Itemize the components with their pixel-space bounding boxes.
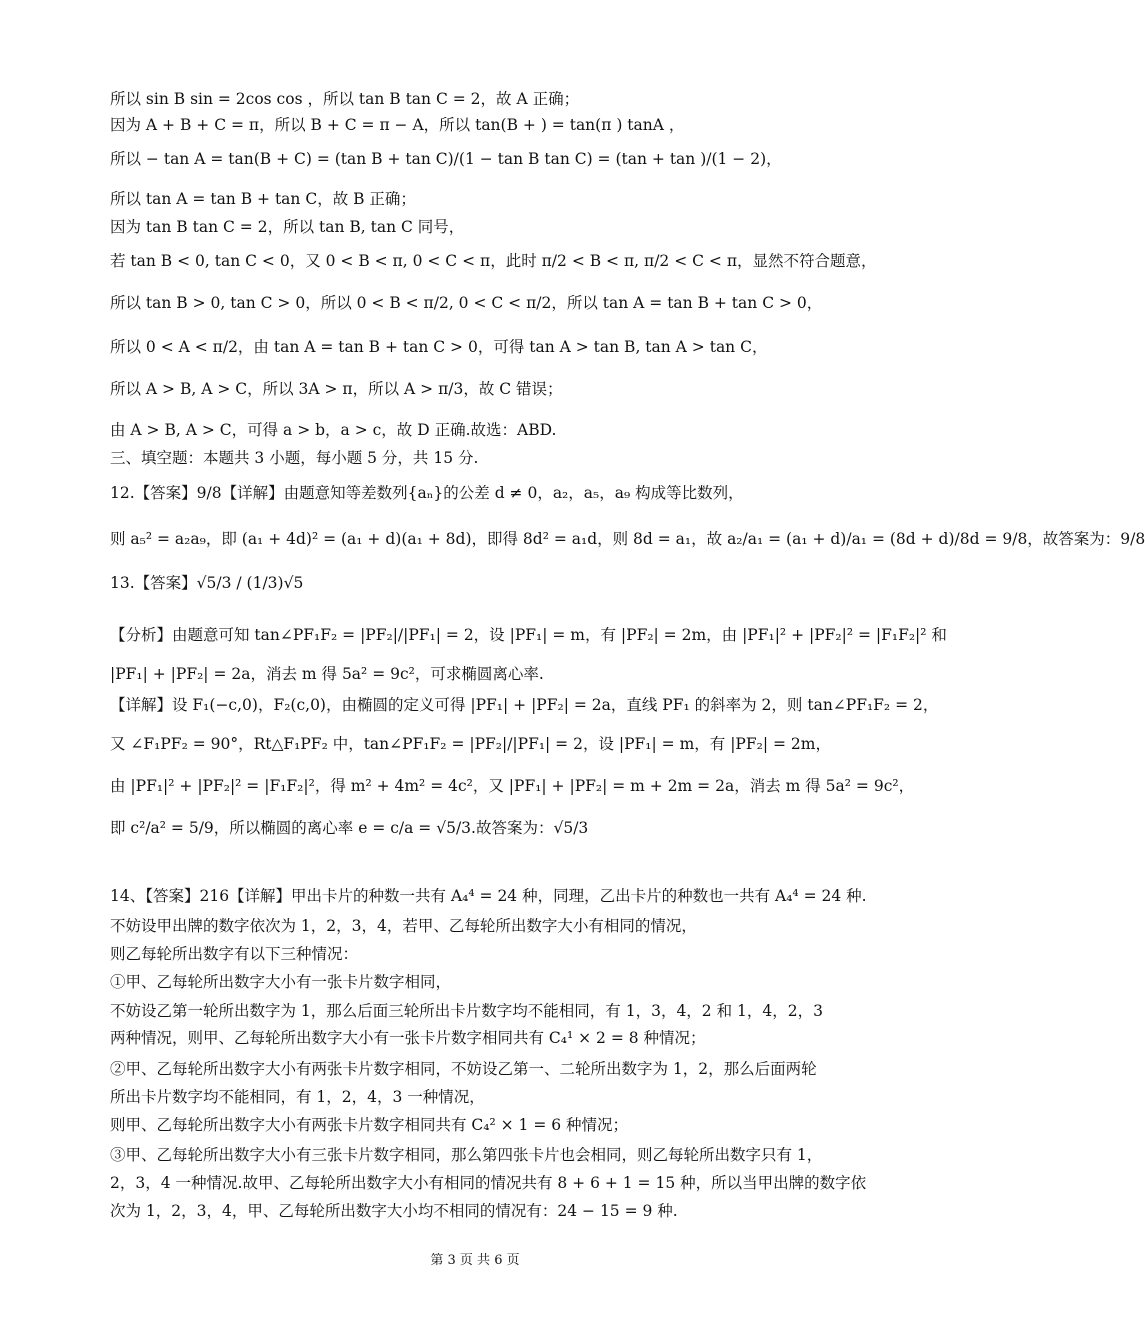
text-line: 由 |PF₁|² + |PF₂|² = |F₁F₂|²，得 m² + 4m² = 4c²，又 |PF₁| + |PF₂| = m + 2m = 2a，消去 m 得 5a² = 9c²，: [110, 777, 915, 795]
text-line: 因为 A + B + C = π，所以 B + C = π − A，所以 tan(B + ) = tan(π ) tanA ，: [110, 116, 685, 134]
text-line: 即 c²/a² = 5/9，所以椭圆的离心率 e = c/a = √5/3.故答案为：√5/3: [110, 819, 589, 837]
text-line: 所以 tan A = tan B + tan C，故 B 正确；: [110, 190, 416, 208]
text-line: 所以 sin B sin = 2cos cos ，所以 tan B tan C = 2，故 A 正确；: [110, 90, 580, 108]
text-line: 又 ∠F₁PF₂ = 90°，Rt△F₁PF₂ 中，tan∠PF₁F₂ = |PF₂|/|PF₁| = 2，设 |PF₁| = m，有 |PF₂| = 2m，: [110, 735, 831, 753]
text-line: 所以 A > B, A > C，所以 3A > π，所以 A > π/3，故 C 错误；: [110, 380, 563, 398]
text-line: ②甲、乙每轮所出数字大小有两张卡片数字相同，不妨设乙第一、二轮所出数字为 1，2，那么后面两轮: [110, 1060, 817, 1078]
text-line: 次为 1，2，3，4，甲、乙每轮所出数字大小均不相同的情况有：24 − 15 = 9 种.: [110, 1202, 678, 1220]
text-line: 【详解】设 F₁(−c,0)，F₂(c,0)，由椭圆的定义可得 |PF₁| + |PF₂| = 2a，直线 PF₁ 的斜率为 2，则 tan∠PF₁F₂ = 2，: [110, 696, 939, 714]
text-line: 所出卡片数字均不能相同，有 1，2，4，3 一种情况，: [110, 1088, 485, 1106]
text-line: 所以 tan B > 0, tan C > 0，所以 0 < B < π/2, 0 < C < π/2，所以 tan A = tan B + tan C > 0，: [110, 294, 823, 312]
section-heading: 三、填空题：本题共 3 小题，每小题 5 分，共 15 分.: [110, 449, 479, 467]
text-line: 由 A > B, A > C，可得 a > b，a > c，故 D 正确.故选：ABD.: [110, 421, 557, 439]
text-line: 则甲、乙每轮所出数字大小有两张卡片数字相同共有 C₄² × 1 = 6 种情况；: [110, 1116, 629, 1134]
text-line: ③甲、乙每轮所出数字大小有三张卡片数字相同，那么第四张卡片也会相同，则乙每轮所出数字只有 1，: [110, 1146, 823, 1164]
text-line: 两种情况，则甲、乙每轮所出数字大小有一张卡片数字相同共有 C₄¹ × 2 = 8 种情况；: [110, 1029, 706, 1047]
text-line: 2，3，4 一种情况.故甲、乙每轮所出数字大小有相同的情况共有 8 + 6 + 1 = 15 种，所以当甲出牌的数字依: [110, 1174, 867, 1192]
text-line: 不妨设乙第一轮所出数字为 1，那么后面三轮所出卡片数字均不能相同，有 1，3，4，2 和 1，4，2，3: [110, 1002, 823, 1020]
text-line: ①甲、乙每轮所出数字大小有一张卡片数字相同，: [110, 973, 452, 991]
text-line: |PF₁| + |PF₂| = 2a，消去 m 得 5a² = 9c²，可求椭圆离心率.: [110, 665, 544, 683]
text-line: 所以 − tan A = tan(B + C) = (tan B + tan C)/(1 − tan B tan C) = (tan + tan )/(1 − 2)，: [110, 150, 782, 168]
text-line: 若 tan B < 0, tan C < 0，又 0 < B < π, 0 < C < π，此时 π/2 < B < π, π/2 < C < π，显然不符合题意，: [110, 252, 877, 270]
text-line: 则乙每轮所出数字有以下三种情况：: [110, 945, 359, 963]
answer-14-line: 14、【答案】216【详解】甲出卡片的种数一共有 A₄⁴ = 24 种，同理，乙出卡片的种数也一共有 A₄⁴ = 24 种.: [110, 887, 867, 905]
text-line: 所以 0 < A < π/2，由 tan A = tan B + tan C > 0，可得 tan A > tan B, tan A > tan C，: [110, 338, 768, 356]
text-line: 不妨设甲出牌的数字依次为 1，2，3，4，若甲、乙每轮所出数字大小有相同的情况，: [110, 917, 697, 935]
answer-12-line: 12.【答案】9/8【详解】由题意知等差数列{aₙ}的公差 d ≠ 0，a₂，a₅，a₉ 构成等比数列，: [110, 484, 744, 502]
answer-13-line: 13.【答案】√5/3 / (1/3)√5: [110, 574, 304, 592]
text-line: 因为 tan B tan C = 2，所以 tan B, tan C 同号，: [110, 218, 465, 236]
text-line: 则 a₅² = a₂a₉，即 (a₁ + 4d)² = (a₁ + d)(a₁ + 8d)，即得 8d² = a₁d，则 8d = a₁，故 a₂/a₁ = (a₁ + d)/a₁ = (8d + d)/8d = 9/8，故答案为：9/8: [110, 530, 1145, 548]
text-line: 【分析】由题意可知 tan∠PF₁F₂ = |PF₂|/|PF₁| = 2，设 |PF₁| = m，有 |PF₂| = 2m，由 |PF₁|² + |PF₂|² = |F₁F₂|² 和: [110, 626, 947, 644]
page-footer: 第 3 页 共 6 页: [430, 1253, 520, 1268]
